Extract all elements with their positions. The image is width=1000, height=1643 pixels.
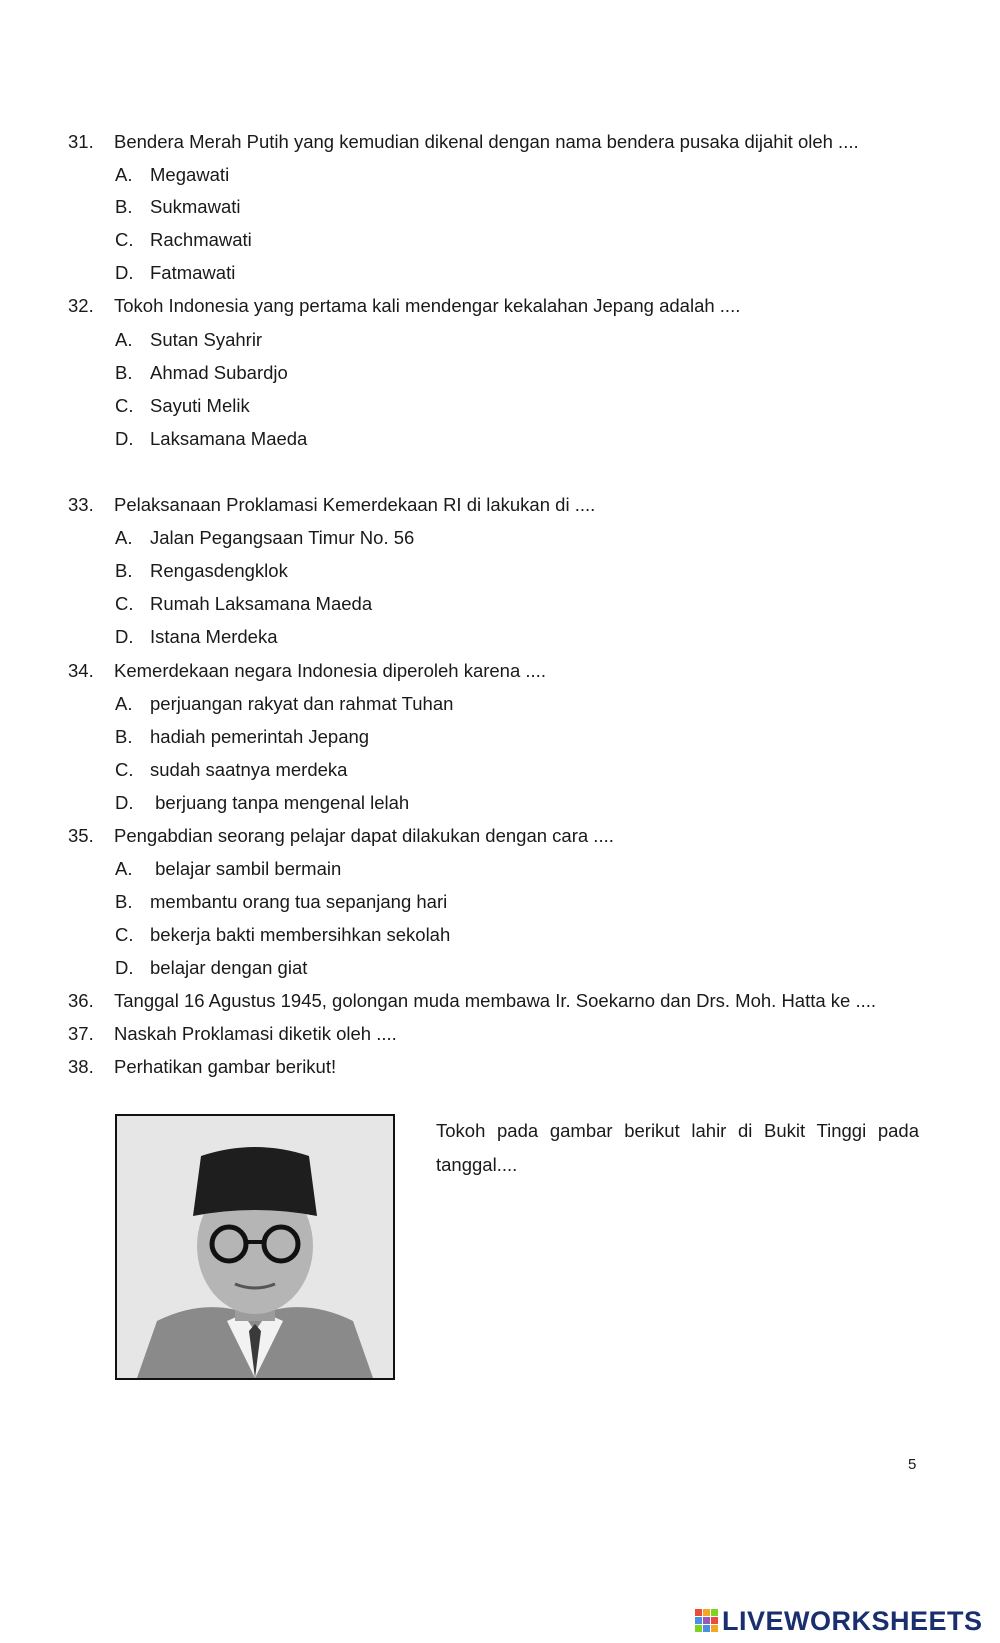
option-letter: C. <box>115 395 134 416</box>
option-33-a <box>115 527 414 549</box>
question-text: Bendera Merah Putih yang kemudian dikenal dengan nama bendera pusaka dijahit oleh .... <box>114 131 859 152</box>
option-text: perjuangan rakyat dan rahmat Tuhan <box>150 693 454 714</box>
question-33 <box>68 494 595 516</box>
option-text: berjuang tanpa mengenal lelah <box>150 792 410 813</box>
option-letter: A. <box>115 693 133 714</box>
option-34-b <box>115 726 369 748</box>
option-letter: B. <box>115 560 133 581</box>
question-number: 36. <box>68 990 94 1011</box>
question-31 <box>68 131 859 153</box>
option-32-d <box>115 428 307 450</box>
option-letter: D. <box>115 957 134 978</box>
question-number: 31. <box>68 131 94 152</box>
question-text: Tanggal 16 Agustus 1945, golongan muda membawa Ir. Soekarno dan Drs. Moh. Hatta ke .... <box>114 990 877 1011</box>
option-text: Laksamana Maeda <box>150 428 308 449</box>
option-text: Istana Merdeka <box>150 626 278 647</box>
option-32-b <box>115 362 288 384</box>
option-text: Sutan Syahrir <box>150 329 263 350</box>
portrait-photo <box>115 1114 395 1380</box>
option-34-a <box>115 693 453 715</box>
question-number: 32. <box>68 295 94 316</box>
option-letter: C. <box>115 759 134 780</box>
option-letter: C. <box>115 229 134 250</box>
option-text: Rachmawati <box>150 229 252 250</box>
option-text: membantu orang tua sepanjang hari <box>150 891 448 912</box>
option-letter: A. <box>115 329 133 350</box>
question-32 <box>68 295 740 317</box>
question-text: Kemerdekaan negara Indonesia diperoleh karena .... <box>114 660 546 681</box>
option-letter: C. <box>115 924 134 945</box>
question-text: Pelaksanaan Proklamasi Kemerdekaan RI di lakukan di .... <box>114 494 596 515</box>
question-38 <box>68 1056 336 1078</box>
option-33-b <box>115 560 288 582</box>
option-35-b <box>115 891 447 913</box>
option-letter: A. <box>115 164 133 185</box>
question-number: 35. <box>68 825 94 846</box>
question-text: Perhatikan gambar berikut! <box>114 1056 337 1077</box>
option-32-c <box>115 395 250 417</box>
option-text: Sukmawati <box>150 196 241 217</box>
liveworksheets-logo <box>695 1606 983 1636</box>
option-text: Fatmawati <box>150 262 236 283</box>
option-34-c <box>115 759 347 781</box>
question-35 <box>68 825 614 847</box>
question-number: 33. <box>68 494 94 515</box>
option-text: Ahmad Subardjo <box>150 362 288 383</box>
question-number: 37. <box>68 1023 94 1044</box>
question-text: Pengabdian seorang pelajar dapat dilakukan dengan cara .... <box>114 825 614 846</box>
question-text: Tokoh Indonesia yang pertama kali mendengar kekalahan Jepang adalah .... <box>114 295 741 316</box>
option-text: Rengasdengklok <box>150 560 288 581</box>
question-number: 38. <box>68 1056 94 1077</box>
option-letter: D. <box>115 262 134 283</box>
option-text: bekerja bakti membersihkan sekolah <box>150 924 451 945</box>
option-text: Rumah Laksamana Maeda <box>150 593 373 614</box>
question-34 <box>68 660 546 682</box>
option-35-d <box>115 957 307 979</box>
option-text: belajar dengan giat <box>150 957 308 978</box>
option-text: belajar sambil bermain <box>150 858 342 879</box>
option-letter: A. <box>115 858 133 879</box>
question-number: 34. <box>68 660 94 681</box>
option-31-a <box>115 164 229 186</box>
liveworksheets-grid-icon <box>695 1609 719 1633</box>
question-37 <box>68 1023 397 1045</box>
option-31-c <box>115 229 252 251</box>
question-text: Naskah Proklamasi diketik oleh .... <box>114 1023 397 1044</box>
option-31-b <box>115 196 240 218</box>
question-36 <box>68 990 876 1012</box>
option-letter: D. <box>115 792 134 813</box>
option-32-a <box>115 329 262 351</box>
option-letter: B. <box>115 196 133 217</box>
portrait-illustration <box>117 1116 393 1378</box>
option-letter: D. <box>115 626 134 647</box>
option-text: hadiah pemerintah Jepang <box>150 726 370 747</box>
option-33-c <box>115 593 372 615</box>
option-text: Megawati <box>150 164 230 185</box>
option-35-a <box>115 858 341 880</box>
option-35-c <box>115 924 450 946</box>
option-letter: B. <box>115 362 133 383</box>
option-letter: A. <box>115 527 133 548</box>
option-letter: D. <box>115 428 134 449</box>
option-33-d <box>115 626 278 648</box>
footer-brand: LIVEWORKSHEETS <box>722 1605 983 1636</box>
page-number: 5 <box>908 1456 917 1473</box>
option-31-d <box>115 262 235 284</box>
option-34-d <box>115 792 409 814</box>
option-text: Jalan Pegangsaan Timur No. 56 <box>150 527 415 548</box>
option-letter: B. <box>115 891 133 912</box>
option-letter: C. <box>115 593 134 614</box>
option-text: Sayuti Melik <box>150 395 250 416</box>
option-text: sudah saatnya merdeka <box>150 759 348 780</box>
option-letter: B. <box>115 726 133 747</box>
question-38-description: Tokoh pada gambar berikut lahir di Bukit Tinggi pada tanggal.... <box>436 1120 919 1175</box>
